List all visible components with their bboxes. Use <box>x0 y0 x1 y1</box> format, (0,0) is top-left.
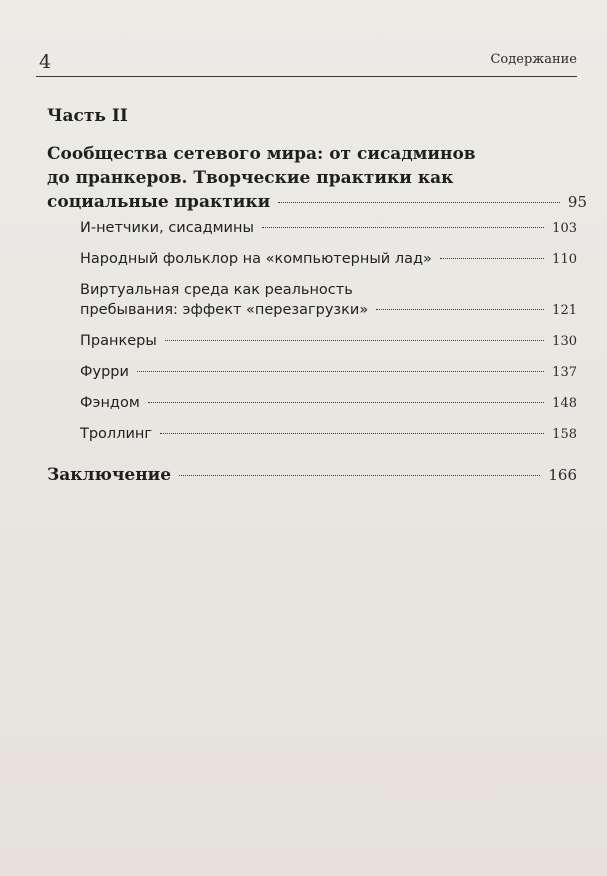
toc-entry-page: 110 <box>552 252 577 267</box>
toc-entry-page: 148 <box>552 396 577 411</box>
toc-entry-title: Народный фольклор на «компьютерный лад» <box>80 251 432 267</box>
toc-entry-title: Фэндом <box>80 395 140 411</box>
toc-list <box>80 218 577 455</box>
dot-leader <box>262 227 544 228</box>
dot-leader <box>440 258 544 259</box>
toc-entry-page: 137 <box>552 365 577 380</box>
conclusion-entry <box>47 462 577 488</box>
dot-leader <box>165 340 544 341</box>
dot-leader <box>148 402 544 403</box>
part-title-line-2: до пранкеров. Творческие практики как <box>47 168 454 188</box>
part-label: Часть II <box>47 106 128 126</box>
toc-entry-title-line-2: пребывания: эффект «перезагрузки» <box>80 302 369 318</box>
part-page-number: 95 <box>567 193 587 211</box>
toc-entry <box>80 218 577 239</box>
toc-entry <box>80 280 577 321</box>
toc-entry-title-line-1: Виртуальная среда как реальность <box>80 282 353 298</box>
dot-leader <box>160 433 544 434</box>
toc-entry <box>80 362 577 383</box>
dot-leader <box>278 202 560 203</box>
toc-entry-title: Троллинг <box>80 426 152 442</box>
toc-entry <box>80 249 577 270</box>
running-title: Содержание <box>490 52 577 67</box>
dot-leader <box>137 371 544 372</box>
toc-entry-page: 121 <box>552 303 577 318</box>
toc-entry-title: Пранкеры <box>80 333 157 349</box>
toc-entry <box>80 331 577 352</box>
page-number: 4 <box>39 51 52 73</box>
toc-entry <box>80 393 577 414</box>
toc-entry-title: И-нетчики, сисадмины <box>80 220 254 236</box>
part-title-leader-row <box>47 190 587 214</box>
toc-entry-page: 130 <box>552 334 577 349</box>
dot-leader <box>179 475 540 476</box>
page-header <box>36 44 577 77</box>
part-title-line-3: социальные практики <box>47 192 271 212</box>
part-title-line-1: Сообщества сетевого мира: от сисадминов <box>47 144 476 164</box>
dot-leader <box>376 309 544 310</box>
part-title <box>47 142 587 214</box>
toc-entry-page: 158 <box>552 427 577 442</box>
conclusion-page: 166 <box>548 466 577 484</box>
toc-entry-title: Фурри <box>80 364 129 380</box>
toc-entry <box>80 424 577 445</box>
toc-entry-page: 103 <box>552 221 577 236</box>
conclusion-title: Заключение <box>47 465 172 485</box>
